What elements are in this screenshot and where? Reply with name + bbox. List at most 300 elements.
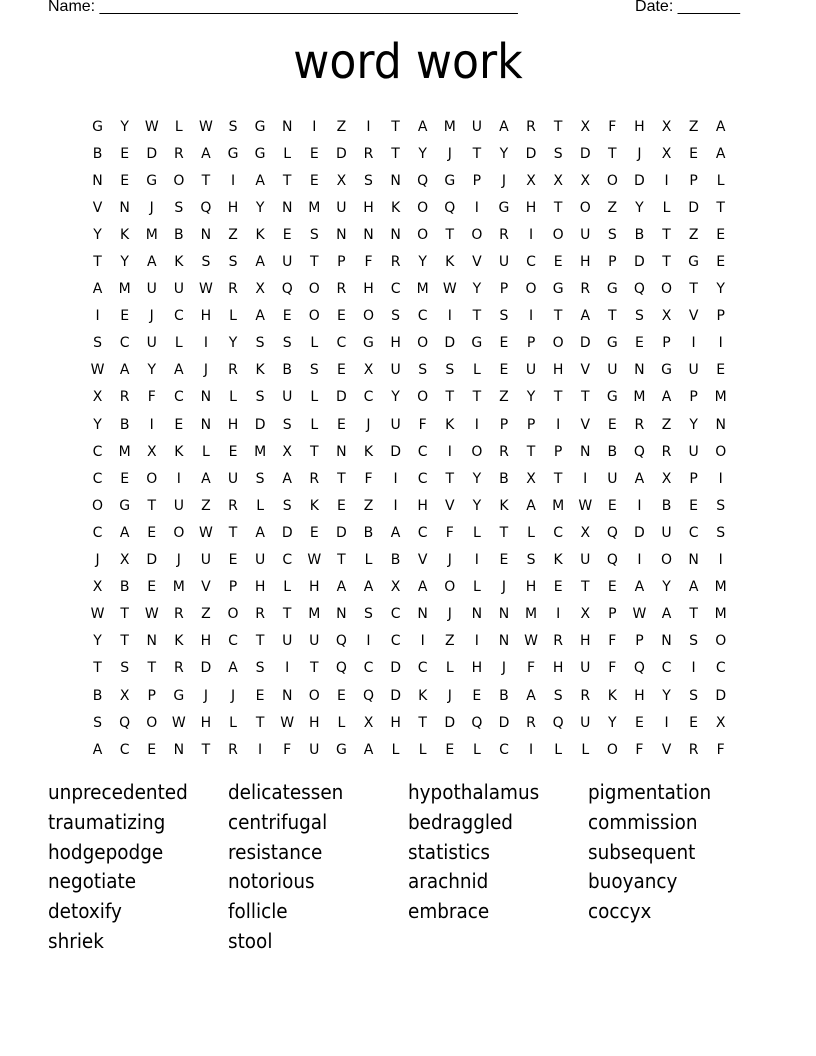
- grid-cell: X: [580, 606, 591, 623]
- grid-cell: T: [472, 308, 482, 325]
- grid-cell: F: [608, 118, 617, 135]
- grid-cell: D: [336, 145, 347, 162]
- grid-cell: O: [606, 741, 618, 758]
- grid-cell: A: [255, 254, 265, 271]
- grid-cell: T: [337, 470, 346, 487]
- grid-cell: N: [417, 606, 428, 623]
- grid-cell: E: [472, 687, 482, 704]
- grid-cell: B: [363, 524, 374, 541]
- grid-cell: X: [553, 172, 563, 189]
- grid-cell: C: [173, 308, 184, 325]
- grid-cell: P: [608, 254, 617, 271]
- grid-cell: D: [281, 524, 293, 541]
- grid-cell: I: [312, 118, 317, 135]
- grid-cell: G: [471, 335, 483, 352]
- grid-cell: S: [364, 606, 373, 623]
- grid-cell: O: [308, 281, 320, 298]
- grid-cell: C: [173, 389, 184, 406]
- grid-cell: N: [390, 226, 401, 243]
- word-list-item: centrifugal: [228, 809, 328, 834]
- grid-cell: O: [471, 443, 483, 460]
- grid-cell: O: [525, 281, 537, 298]
- grid-cell: D: [634, 524, 645, 541]
- grid-cell: U: [309, 633, 320, 650]
- grid-cell: S: [93, 714, 102, 731]
- grid-cell: Y: [418, 145, 427, 162]
- grid-cell: R: [553, 633, 563, 650]
- grid-cell: J: [501, 579, 507, 596]
- grid-cell: R: [390, 254, 401, 271]
- grid-cell: R: [309, 470, 320, 487]
- grid-cell: R: [228, 362, 238, 379]
- grid-cell: H: [363, 199, 374, 216]
- grid-cell: L: [472, 362, 481, 379]
- name-field-label: Name: _______________________________________________: [48, 0, 518, 15]
- grid-cell: S: [445, 362, 455, 379]
- grid-cell: O: [715, 633, 727, 650]
- grid-cell: S: [716, 497, 726, 514]
- grid-cell: S: [255, 335, 265, 352]
- grid-cell: E: [689, 497, 699, 514]
- grid-cell: K: [390, 199, 401, 216]
- grid-cell: U: [607, 362, 618, 379]
- grid-cell: R: [173, 660, 184, 677]
- grid-cell: F: [418, 416, 427, 433]
- grid-cell: J: [447, 606, 452, 623]
- grid-cell: G: [254, 118, 266, 135]
- grid-cell: E: [689, 714, 699, 731]
- word-list-item: pigmentation: [588, 780, 712, 804]
- grid-cell: C: [228, 633, 238, 650]
- grid-cell: B: [634, 226, 645, 243]
- word-list-item: subsequent: [588, 839, 696, 864]
- grid-cell: J: [447, 687, 452, 704]
- grid-cell: J: [447, 552, 452, 569]
- grid-cell: O: [579, 199, 591, 216]
- grid-cell: I: [393, 470, 398, 487]
- grid-cell: S: [282, 416, 292, 433]
- grid-cell: X: [661, 118, 672, 135]
- grid-cell: I: [528, 308, 534, 325]
- grid-cell: A: [526, 687, 536, 704]
- grid-cell: G: [498, 199, 510, 216]
- grid-cell: U: [227, 470, 239, 487]
- grid-cell: B: [119, 579, 130, 596]
- grid-cell: M: [714, 579, 727, 596]
- grid-cell: Q: [281, 281, 293, 298]
- grid-cell: P: [499, 416, 509, 433]
- grid-cell: S: [120, 660, 130, 677]
- grid-cell: B: [92, 687, 103, 704]
- grid-cell: I: [95, 308, 100, 325]
- grid-cell: K: [120, 226, 130, 243]
- grid-cell: C: [417, 470, 428, 487]
- grid-cell: L: [364, 552, 373, 569]
- grid-cell: F: [364, 470, 373, 487]
- grid-cell: Y: [472, 281, 482, 298]
- grid-cell: E: [716, 362, 726, 379]
- grid-cell: I: [718, 335, 723, 352]
- grid-cell: P: [553, 443, 563, 460]
- grid-cell: L: [256, 497, 265, 514]
- grid-cell: K: [174, 443, 184, 460]
- grid-cell: E: [499, 552, 509, 569]
- grid-cell: O: [362, 308, 374, 325]
- word-list-item: resistance: [228, 839, 323, 864]
- grid-cell: D: [634, 172, 645, 189]
- grid-cell: B: [499, 687, 509, 704]
- grid-cell: G: [227, 145, 239, 162]
- grid-cell: N: [390, 172, 401, 189]
- grid-cell: Y: [93, 416, 102, 433]
- grid-cell: L: [418, 741, 427, 758]
- grid-cell: G: [606, 389, 618, 406]
- grid-cell: X: [580, 172, 591, 189]
- grid-cell: C: [526, 254, 536, 271]
- grid-cell: R: [661, 443, 672, 460]
- grid-cell: I: [285, 660, 290, 677]
- grid-cell: D: [525, 145, 537, 162]
- grid-cell: K: [309, 497, 319, 514]
- grid-cell: P: [689, 172, 698, 189]
- grid-cell: I: [203, 335, 208, 352]
- word-list-item: embrace: [408, 899, 490, 924]
- grid-cell: O: [417, 226, 429, 243]
- grid-cell: Z: [661, 416, 672, 433]
- grid-cell: O: [146, 470, 158, 487]
- grid-cell: T: [93, 660, 102, 677]
- grid-cell: L: [554, 741, 563, 758]
- grid-cell: Y: [472, 470, 482, 487]
- grid-cell: K: [363, 443, 374, 460]
- grid-cell: P: [526, 335, 536, 352]
- grid-cell: O: [471, 226, 483, 243]
- grid-cell: W: [578, 497, 593, 514]
- grid-cell: K: [255, 362, 265, 379]
- grid-cell: X: [526, 172, 536, 189]
- grid-cell: A: [363, 741, 374, 758]
- grid-cell: O: [308, 308, 320, 325]
- grid-cell: B: [92, 145, 103, 162]
- grid-cell: T: [472, 389, 482, 406]
- grid-cell: K: [553, 552, 563, 569]
- word-list-item: hodgepodge: [48, 839, 164, 864]
- grid-cell: R: [119, 389, 130, 406]
- grid-cell: S: [255, 470, 265, 487]
- grid-cell: W: [199, 524, 213, 541]
- grid-cell: L: [445, 660, 454, 677]
- grid-cell: L: [527, 524, 535, 541]
- grid-cell: Z: [688, 226, 699, 243]
- word-list-item: detoxify: [48, 899, 122, 924]
- grid-cell: C: [417, 443, 428, 460]
- grid-cell: J: [447, 145, 452, 162]
- grid-cell: T: [310, 254, 319, 271]
- grid-cell: T: [282, 172, 292, 189]
- grid-cell: T: [201, 172, 211, 189]
- grid-cell: Y: [662, 579, 671, 596]
- grid-cell: A: [526, 497, 536, 514]
- grid-cell: Q: [200, 199, 212, 216]
- grid-cell: H: [552, 660, 564, 677]
- grid-cell: T: [472, 145, 482, 162]
- grid-cell: L: [229, 308, 237, 325]
- grid-cell: E: [282, 308, 292, 325]
- grid-cell: S: [309, 226, 319, 243]
- grid-cell: Y: [635, 199, 644, 216]
- grid-cell: O: [661, 552, 673, 569]
- grid-cell: L: [662, 199, 671, 216]
- grid-cell: A: [417, 118, 428, 135]
- grid-cell: J: [149, 308, 154, 325]
- grid-cell: I: [230, 172, 236, 189]
- grid-cell: X: [336, 172, 347, 189]
- grid-cell: F: [445, 524, 454, 541]
- grid-cell: Q: [633, 443, 645, 460]
- grid-cell: C: [92, 470, 103, 487]
- grid-cell: V: [201, 579, 211, 596]
- grid-cell: Z: [228, 226, 238, 243]
- grid-cell: H: [227, 416, 239, 433]
- grid-cell: Y: [418, 254, 427, 271]
- grid-cell: R: [228, 497, 238, 514]
- grid-cell: N: [661, 633, 672, 650]
- grid-cell: Z: [201, 497, 211, 514]
- grid-cell: X: [282, 443, 292, 460]
- grid-cell: I: [637, 497, 642, 514]
- grid-cell: O: [417, 199, 429, 216]
- grid-cell: D: [200, 660, 212, 677]
- grid-cell: Y: [93, 226, 102, 243]
- grid-cell: P: [526, 416, 536, 433]
- grid-cell: N: [634, 362, 645, 379]
- word-list-item: arachnid: [408, 869, 489, 894]
- grid-cell: Z: [336, 118, 347, 135]
- grid-cell: A: [634, 470, 645, 487]
- grid-cell: T: [553, 199, 563, 216]
- grid-cell: N: [92, 172, 103, 189]
- grid-cell: H: [309, 579, 320, 596]
- grid-cell: Y: [120, 118, 129, 135]
- grid-cell: B: [174, 226, 184, 243]
- grid-cell: N: [281, 199, 293, 216]
- grid-cell: X: [580, 118, 591, 135]
- grid-cell: A: [634, 579, 645, 596]
- grid-cell: N: [336, 443, 347, 460]
- grid-cell: K: [445, 254, 455, 271]
- grid-cell: G: [661, 362, 672, 379]
- grid-cell: A: [119, 362, 130, 379]
- grid-cell: U: [580, 226, 591, 243]
- grid-cell: H: [363, 281, 374, 298]
- grid-cell: B: [661, 497, 672, 514]
- grid-cell: Q: [417, 172, 429, 189]
- grid-cell: D: [146, 145, 158, 162]
- grid-cell: F: [527, 660, 536, 677]
- grid-cell: M: [118, 281, 131, 298]
- grid-cell: T: [255, 714, 265, 731]
- grid-cell: S: [553, 145, 563, 162]
- grid-cell: F: [147, 389, 156, 406]
- grid-cell: W: [171, 714, 186, 731]
- grid-cell: V: [92, 199, 103, 216]
- grid-cell: U: [282, 389, 293, 406]
- grid-cell: U: [498, 254, 510, 271]
- grid-cell: L: [472, 579, 481, 596]
- grid-cell: W: [280, 714, 295, 731]
- grid-cell: I: [718, 552, 723, 569]
- grid-cell: I: [366, 118, 371, 135]
- grid-cell: X: [255, 281, 265, 298]
- grid-cell: N: [336, 226, 347, 243]
- grid-cell: T: [662, 226, 671, 243]
- grid-cell: H: [579, 254, 591, 271]
- grid-cell: U: [471, 118, 482, 135]
- grid-cell: E: [336, 416, 346, 433]
- grid-cell: I: [583, 470, 588, 487]
- grid-cell: U: [661, 524, 672, 541]
- page-title: word work: [293, 34, 523, 90]
- grid-cell: A: [688, 579, 699, 596]
- grid-cell: A: [661, 606, 672, 623]
- grid-cell: S: [526, 552, 536, 569]
- grid-cell: B: [390, 552, 401, 569]
- grid-cell: Q: [444, 199, 456, 216]
- grid-cell: G: [254, 145, 266, 162]
- grid-cell: E: [336, 687, 346, 704]
- grid-cell: G: [606, 335, 618, 352]
- grid-cell: E: [499, 362, 509, 379]
- grid-cell: E: [120, 172, 130, 189]
- grid-cell: N: [281, 687, 293, 704]
- grid-cell: A: [255, 308, 265, 325]
- grid-cell: U: [282, 254, 293, 271]
- grid-cell: L: [391, 741, 400, 758]
- grid-cell: N: [146, 633, 157, 650]
- grid-cell: E: [553, 579, 563, 596]
- word-list-item: follicle: [228, 899, 288, 924]
- grid-cell: T: [120, 606, 129, 623]
- grid-cell: T: [662, 254, 671, 271]
- grid-cell: A: [499, 118, 509, 135]
- grid-cell: M: [525, 606, 538, 623]
- grid-cell: N: [200, 226, 212, 243]
- grid-cell: I: [691, 335, 696, 352]
- grid-cell: E: [607, 497, 617, 514]
- grid-cell: U: [336, 199, 347, 216]
- grid-cell: C: [417, 660, 428, 677]
- grid-cell: C: [390, 281, 401, 298]
- grid-cell: Q: [552, 714, 564, 731]
- grid-cell: E: [147, 524, 157, 541]
- word-list-item: commission: [588, 809, 698, 834]
- grid-cell: I: [718, 470, 723, 487]
- grid-cell: L: [310, 389, 319, 406]
- grid-cell: T: [445, 226, 455, 243]
- grid-cell: E: [282, 226, 292, 243]
- grid-cell: C: [688, 524, 699, 541]
- grid-cell: M: [118, 443, 131, 460]
- grid-cell: R: [228, 281, 238, 298]
- grid-cell: H: [634, 118, 645, 135]
- grid-cell: R: [580, 281, 591, 298]
- grid-cell: M: [443, 118, 456, 135]
- grid-cell: I: [474, 552, 479, 569]
- word-list-item: coccyx: [588, 899, 652, 924]
- grid-cell: L: [310, 335, 319, 352]
- word-list-item: [408, 929, 574, 959]
- grid-cell: R: [526, 714, 536, 731]
- grid-cell: S: [93, 335, 102, 352]
- grid-cell: L: [337, 714, 346, 731]
- grid-cell: C: [119, 741, 130, 758]
- grid-cell: N: [579, 443, 591, 460]
- grid-cell: E: [716, 226, 726, 243]
- grid-cell: T: [499, 524, 509, 541]
- grid-cell: X: [363, 362, 374, 379]
- grid-cell: U: [390, 362, 401, 379]
- grid-cell: S: [689, 633, 699, 650]
- grid-cell: X: [146, 443, 157, 460]
- grid-cell: U: [390, 416, 401, 433]
- grid-cell: E: [445, 741, 455, 758]
- grid-cell: V: [688, 308, 699, 325]
- grid-cell: S: [418, 362, 428, 379]
- word-list-item: statistics: [408, 839, 491, 864]
- grid-cell: M: [552, 497, 565, 514]
- grid-cell: F: [635, 741, 644, 758]
- grid-cell: K: [499, 497, 509, 514]
- grid-cell: D: [498, 714, 510, 731]
- grid-cell: K: [255, 226, 265, 243]
- grid-cell: Z: [607, 199, 618, 216]
- grid-cell: U: [688, 443, 699, 460]
- grid-cell: M: [714, 389, 727, 406]
- grid-cell: B: [499, 470, 509, 487]
- grid-cell: Z: [363, 497, 374, 514]
- grid-cell: U: [146, 335, 157, 352]
- grid-cell: V: [444, 497, 455, 514]
- grid-cell: S: [364, 172, 373, 189]
- grid-cell: V: [580, 362, 591, 379]
- grid-cell: T: [120, 633, 129, 650]
- grid-cell: E: [607, 416, 617, 433]
- grid-cell: R: [499, 443, 509, 460]
- grid-cell: Y: [689, 416, 698, 433]
- grid-cell: I: [556, 416, 561, 433]
- grid-cell: Y: [120, 254, 129, 271]
- grid-cell: A: [363, 579, 374, 596]
- grid-cell: A: [661, 389, 672, 406]
- grid-cell: I: [447, 308, 452, 325]
- grid-cell: E: [689, 145, 699, 162]
- word-list-item: unprecedented: [48, 780, 188, 804]
- grid-cell: U: [580, 660, 591, 677]
- grid-cell: I: [420, 633, 425, 650]
- grid-cell: Y: [255, 199, 265, 216]
- grid-cell: V: [472, 254, 482, 271]
- grid-cell: D: [146, 552, 158, 569]
- grid-cell: T: [580, 579, 590, 596]
- grid-cell: T: [580, 389, 590, 406]
- grid-cell: Q: [362, 687, 374, 704]
- grid-cell: X: [580, 524, 591, 541]
- grid-cell: K: [445, 416, 455, 433]
- grid-cell: X: [92, 579, 103, 596]
- grid-cell: Y: [716, 281, 725, 298]
- grid-cell: Y: [662, 687, 671, 704]
- grid-cell: M: [714, 606, 727, 623]
